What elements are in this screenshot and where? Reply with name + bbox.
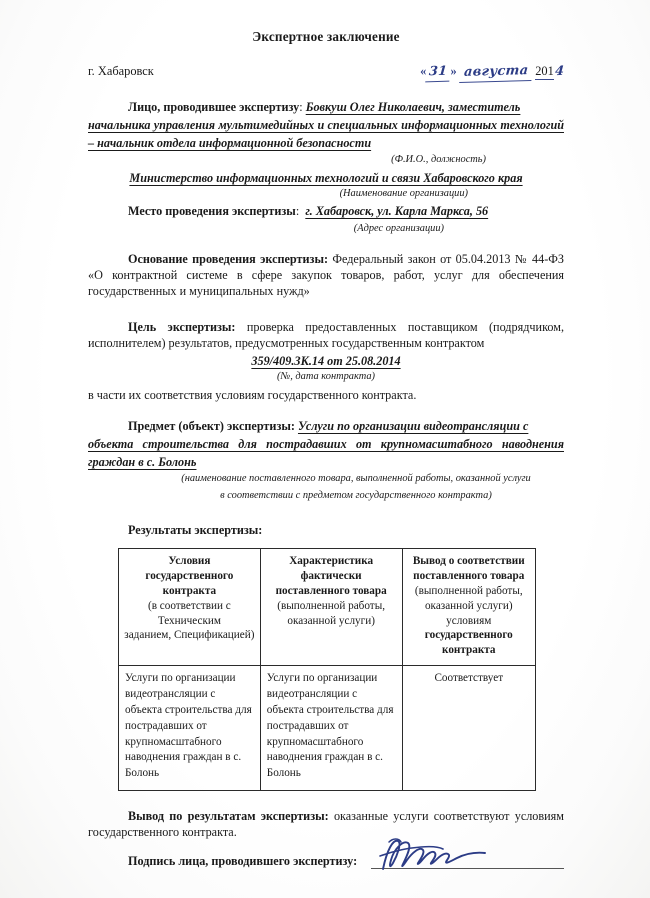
purpose-text: проверка предоставленных поставщиком (подрядчиком, исполнителем) результатов, предусмотренных государственным контрактом — [88, 319, 564, 350]
expert-line2 — [88, 117, 564, 133]
place-caption: (Адрес организации) — [353, 222, 444, 234]
col3-normal-1: (выполненной работы, — [414, 585, 523, 598]
expert-value-line3: – начальник отдела информационной безопасности — [88, 135, 372, 150]
cell-conditions: Услуги по организации видеотрансляции с объекта строительства для пострадавших от крупномасштабного наводнения граждан в с. Болонь — [119, 665, 261, 790]
city-label: г. Хабаровск — [88, 64, 154, 79]
column-header-actual — [260, 549, 402, 665]
signature-ink — [377, 836, 497, 870]
expert-line3 — [88, 135, 564, 151]
purpose-contract-caption: (№, дата контракта) — [276, 370, 376, 382]
basis-paragraph — [88, 251, 564, 299]
signature-row — [88, 842, 564, 869]
city-date-row — [88, 63, 564, 82]
organization-caption: (Наименование организации) — [339, 187, 468, 199]
col3-normal-2: оказанной услуги) условиям — [424, 599, 513, 627]
expert-value-line1: Бовкуш Олег Николаевич, заместитель — [305, 99, 521, 114]
basis-text: Федеральный закон от 05.04.2013 № 44-ФЗ «О контрактной системе в сфере закупок товаров, работ, услуг для обеспечения государственных и муниципальных нужд» — [88, 252, 565, 299]
expert-line — [88, 99, 564, 115]
subject-value-line1: Услуги по организации видеотрансляции с — [297, 418, 529, 433]
col2-normal-2: оказанной услуги) — [287, 614, 375, 627]
expert-colon: : — [299, 99, 303, 114]
results-heading: Результаты экспертизы: — [128, 523, 263, 538]
subject-value-line2: объекта строительства для пострадавших от крупномасштабного наводнения — [88, 436, 564, 451]
page-title: Экспертное заключение — [252, 29, 400, 44]
subject-line — [88, 418, 564, 434]
col1-bold-1: Условия государственного — [145, 555, 234, 583]
subject-caption-line2: в соответствии с предметом государственного контракта) — [220, 489, 492, 501]
cell-verdict: Соответствует — [402, 665, 535, 790]
organization-value: Министерство информационных технологий и связи Хабаровского края — [129, 170, 523, 185]
place-value: г. Хабаровск, ул. Карла Маркса, 56 — [305, 204, 489, 219]
basis-label: Основание проведения экспертизы: — [128, 252, 329, 267]
date-day-handwritten: 31 — [426, 63, 452, 82]
place-colon: : — [295, 204, 300, 219]
expert-label: Лицо, проводившее экспертизу — [128, 99, 300, 114]
purpose-contract-number: 359/409.ЗК.14 от 25.08.2014 — [251, 353, 401, 368]
col3-bold-3: государственного контракта — [424, 629, 513, 657]
column-header-conditions — [119, 549, 261, 665]
subject-value-line3: граждан в с. Болонь — [88, 454, 197, 469]
col2-normal-1: (выполненной работы, — [277, 599, 386, 612]
conclusion-text: оказанные услуги соответствуют условиям государственного контракта. — [88, 809, 564, 840]
col1-bold-2: контракта — [162, 585, 217, 598]
conclusion-label: Вывод по результатам экспертизы: — [128, 809, 329, 824]
date-month-handwritten: августа — [459, 62, 533, 83]
col1-normal-1: (в соответствии с Техническим — [147, 599, 231, 627]
date-year-suffix-handwritten: 4 — [554, 64, 565, 80]
col3-bold-1: Вывод о соответствии — [412, 555, 525, 568]
col3-bold-2: поставленного товара — [413, 570, 525, 583]
document-content — [88, 28, 564, 869]
subject-line3 — [88, 454, 564, 470]
purpose-label: Цель экспертизы: — [128, 319, 236, 334]
date-close-quote: » — [450, 64, 457, 79]
subject-line2 — [88, 436, 564, 452]
signature-label: Подпись лица, проводившего экспертизу: — [128, 854, 358, 869]
document-date — [420, 63, 564, 82]
place-label: Место проведения экспертизы — [128, 204, 296, 219]
subject-label: Предмет (объект) экспертизы: — [128, 418, 295, 433]
table-header-row — [119, 549, 536, 665]
col1-normal-2: заданием, Спецификацией) — [124, 629, 255, 642]
expert-caption: (Ф.И.О., должность) — [391, 153, 486, 165]
results-table — [118, 548, 536, 791]
signature-line — [371, 842, 564, 869]
table-row — [119, 665, 536, 790]
purpose-paragraph — [88, 319, 564, 351]
expert-value-line2: начальника управления мультимедийных и специальных информационных технологий — [88, 117, 564, 132]
subject-caption-line1: (наименование поставленного товара, выполненной работы, оказанной услуги — [181, 472, 531, 484]
date-open-quote: « — [420, 64, 427, 79]
col2-bold-1: Характеристика фактически — [289, 555, 374, 583]
place-line — [88, 203, 564, 219]
cell-actual: Услуги по организации видеотрансляции с объекта строительства для пострадавших от крупномасштабного наводнения граждан в с. Болонь — [260, 665, 402, 790]
column-header-verdict — [402, 549, 535, 665]
col2-bold-2: поставленного товара — [275, 585, 387, 598]
purpose-tail: в части их соответствия условиям государственного контракта. — [88, 387, 417, 402]
date-year-prefix: 201 — [535, 64, 554, 79]
